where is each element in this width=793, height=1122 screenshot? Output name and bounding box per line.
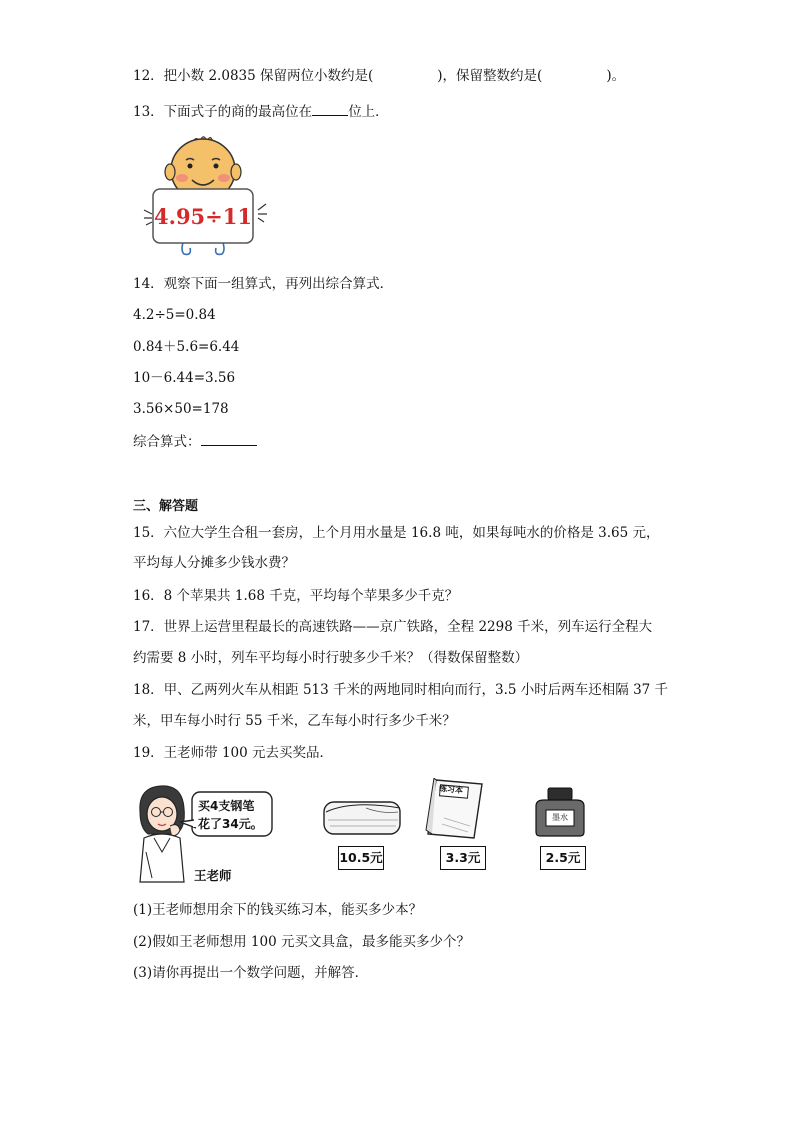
speech-bubble-line-1: 买4支钢笔 <box>198 799 255 813</box>
price-ink: 2.5元 <box>540 846 586 870</box>
pencil-case-icon <box>322 796 404 838</box>
q19-sub-2: (2)假如王老师想用 100 元买文具盒，最多能买多少个？ <box>133 934 470 950</box>
q14-answer-line <box>133 431 257 452</box>
teacher-illustration <box>134 782 284 888</box>
q15-line-2: 平均每人分摊多少钱水费？ <box>133 555 295 571</box>
pencil-case-illustration <box>322 796 404 838</box>
q17-line-1: 17．世界上运营里程最长的高速铁路——京广铁路，全程 2298 千米，列车运行全程大 <box>133 619 653 635</box>
q18-line-1: 18．甲、乙两列火车从相距 513 千米的两地同时相向而行，3.5 小时后两车还相隔 37 千 <box>133 682 669 698</box>
q12-text-c: )。 <box>606 68 626 84</box>
q17-line-2: 约需要 8 小时，列车平均每小时行驶多少千米？（得数保留整数） <box>133 650 529 666</box>
q13-text-b: 位上． <box>348 104 389 120</box>
q14-equation-1: 4.2÷5=0.84 <box>133 307 216 323</box>
q19-sub-3: (3)请你再提出一个数学问题，并解答． <box>133 965 369 981</box>
notebook-illustration <box>424 778 486 840</box>
question-14-prompt: 14．观察下面一组算式，再列出综合算式． <box>133 276 394 292</box>
notebook-cover-label: 练习本 <box>438 783 464 796</box>
q19-line-1: 19．王老师带 100 元去买奖品． <box>133 745 334 761</box>
q14-equation-2: 0.84＋5.6=6.44 <box>133 339 240 355</box>
q14-answer-blank <box>201 431 257 446</box>
q12-text-b: )，保留整数约是( <box>437 68 543 84</box>
q15-line-1: 15．六位大学生合租一套房，上个月用水量是 16.8 吨，如果每吨水的价格是 3.65 元， <box>133 525 660 541</box>
q13-text-a: 13．下面式子的商的最高位在 <box>133 104 313 120</box>
speech-bubble-line-2: 花了34元。 <box>198 817 263 831</box>
q16-line-1: 16．8 个苹果共 1.68 千克，平均每个苹果多少千克？ <box>133 588 459 604</box>
question-13 <box>133 101 389 122</box>
teacher-label: 王老师 <box>194 868 232 883</box>
price-pencil-case: 10.5元 <box>338 846 384 870</box>
question-12 <box>133 66 625 86</box>
q13-answer-blank <box>312 101 348 116</box>
section-3-title: 三、解答题 <box>133 499 199 514</box>
ink-bottle-illustration <box>532 786 588 838</box>
q18-line-2: 米，甲车每小时行 55 千米，乙车每小时行多少千米？ <box>133 713 456 729</box>
q19-sub-1: (1)王老师想用余下的钱买练习本，能买多少本？ <box>133 902 423 918</box>
q12-text-a: 12．把小数 2.0835 保留两位小数约是( <box>133 68 374 84</box>
q14-answer-label: 综合算式： <box>133 434 201 450</box>
price-notebook: 3.3元 <box>440 846 486 870</box>
card-expression: 4.95÷11 <box>154 204 252 229</box>
q14-equation-4: 3.56×50=178 <box>133 401 229 417</box>
boy-holding-card-illustration <box>140 132 270 260</box>
ink-bottle-label: 墨水 <box>552 813 568 822</box>
q14-equation-3: 10－6.44=3.56 <box>133 370 236 386</box>
boy-figure-svg <box>140 132 270 260</box>
